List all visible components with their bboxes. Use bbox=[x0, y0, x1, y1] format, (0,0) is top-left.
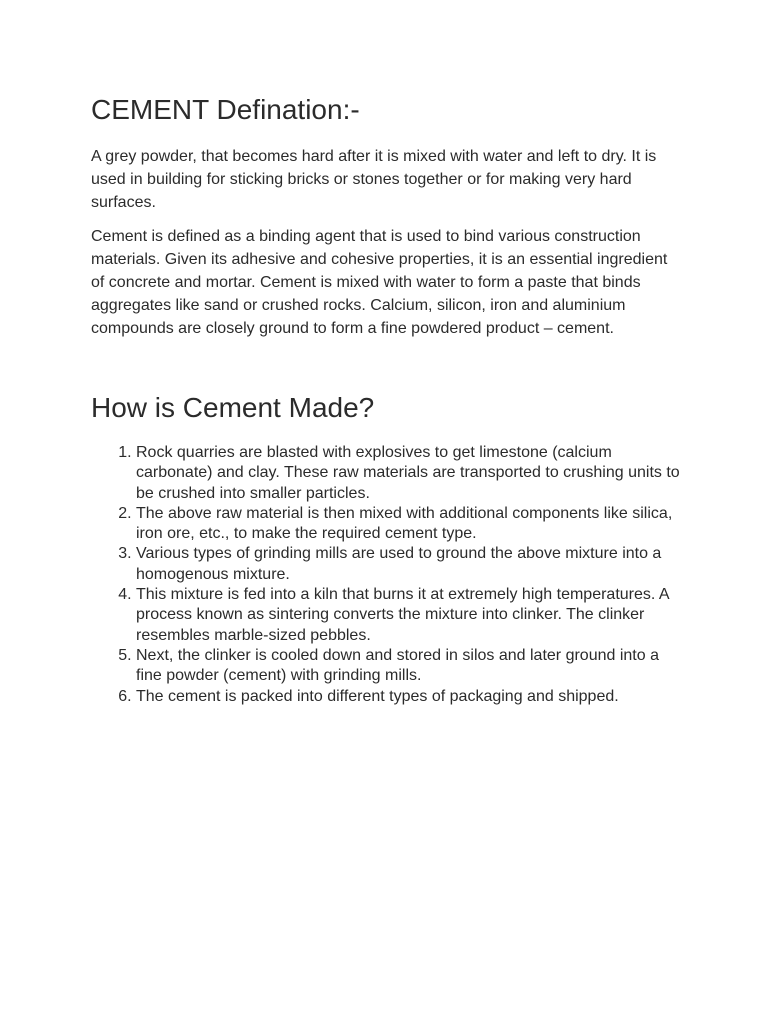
process-step: 5. Next, the clinker is cooled down and stored in silos and later ground into a fine powder (cement) with grinding mills. bbox=[136, 646, 681, 687]
process-steps-list bbox=[91, 443, 681, 707]
document-page bbox=[91, 92, 681, 707]
how-cement-made-heading: How is Cement Made? bbox=[91, 392, 375, 423]
process-step: 6. The cement is packed into different types of packaging and shipped. bbox=[136, 687, 681, 707]
cement-definition-heading: CEMENT Defination:- bbox=[91, 94, 360, 125]
process-step: 3. Various types of grinding mills are used to ground the above mixture into a homogenous mixture. bbox=[136, 544, 681, 585]
definition-paragraph: A grey powder, that becomes hard after it is mixed with water and left to dry. It is used in building for sticking bricks or stones together or for making very hard surfaces. bbox=[91, 148, 657, 211]
process-step: 4. This mixture is fed into a kiln that burns it at extremely high temperatures. A process known as sintering converts the mixture into clinker. The clinker resembles marble-sized pebbles. bbox=[136, 585, 681, 646]
process-step: 2. The above raw material is then mixed with additional components like silica, iron ore, etc., to make the required cement type. bbox=[136, 504, 681, 545]
process-step: 1. Rock quarries are blasted with explosives to get limestone (calcium carbonate) and clay. These raw materials are transported to crushing units to be crushed into smaller particles. bbox=[136, 443, 681, 504]
definition-paragraph: Cement is defined as a binding agent that is used to bind various construction materials. Given its adhesive and cohesive properties, it is an essential ingredient of concrete and mortar. Cement is mixed with water to form a paste that binds aggregates like sand or crushed rocks. Calcium, silicon, iron and aluminium compounds are closely ground to form a fine powdered product – cement. bbox=[91, 228, 668, 337]
